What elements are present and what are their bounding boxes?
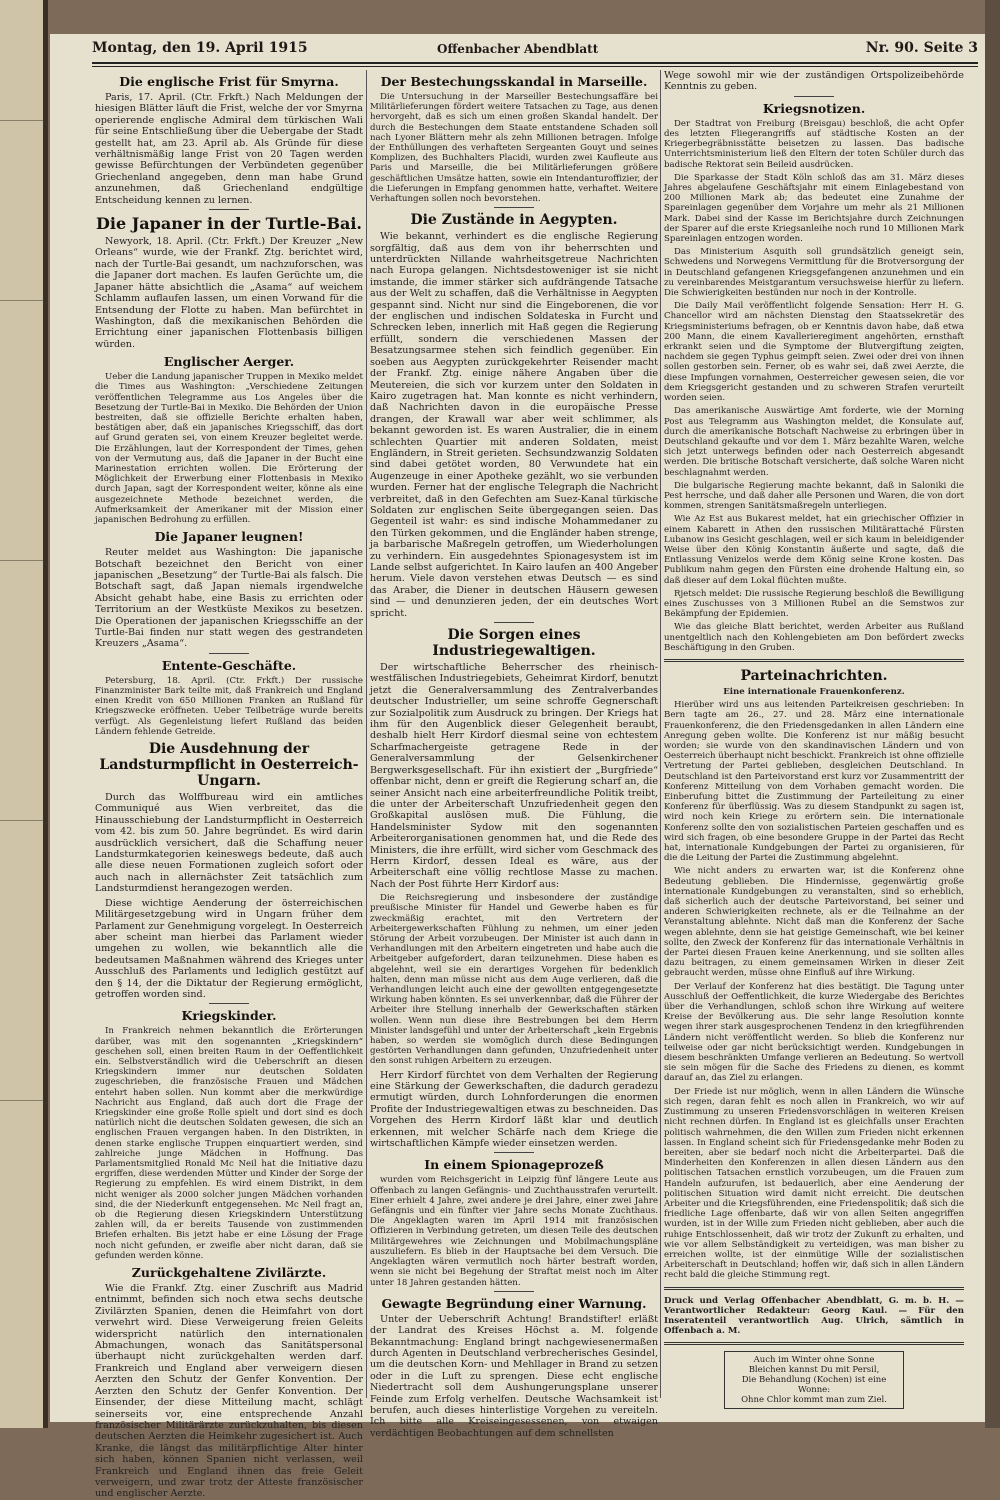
article-text: Die bulgarische Regierung machte bekannt, daß in Saloniki die Pest herrsche, und daß daher alle Personen und Waren, die von dort kommen, strengen Sanitätsmaßregeln unterliegen. — [664, 480, 964, 512]
article-title: In einem Spionageprozeß — [424, 1157, 604, 1173]
divider — [494, 1291, 534, 1292]
article-text: Petersburg, 18. April. (Ctr. Frkft.) Der russische Finanzminister Bark teilte mit, daß Frankreich und England einen Kredit von 650 Millionen Franken an Rußland für Kriegszwecke eröffneten. Ueber Teilbeträge wurde bereits verfügt. Als Gegenleistung liefert Rußland das beiden Ländern fehlende Getreide. — [95, 675, 363, 737]
page-header — [42, 40, 990, 60]
article-title: Die englische Frist für Smyrna. — [119, 74, 339, 89]
article-title: Zurückgehaltene Zivilärzte. — [131, 1265, 327, 1281]
header-rule — [92, 62, 978, 67]
article-text: Paris, 17. April. (Ctr. Frkft.) Nach Meldungen der hiesigen Blätter läuft die Frist, welche der vor Smyrna operierende englische Admiral dem türkischen Wali für seine Entschließung über die Uebergabe der Stadt gestellt hat, am 23. April ab. Als Gründe für diese verhältnismäßig lange Frist von 20 Tagen werden gewisse Befürchtungen der Verbündeten gegenüber Griechenland angegeben, denn man habe Grund anzunehmen, daß Griechenland endgültige Entscheidung kennen zu lernen. — [95, 92, 363, 206]
column-2 — [370, 70, 658, 1439]
article-title: Die Ausdehnung der Landsturmpflicht in Oesterreich-Ungarn. — [99, 741, 359, 790]
article-text: wurden vom Reichsgericht in Leipzig fünf längere Leute aus Offenbach zu langen Gefängnis- und Zuchthausstrafen verurteilt. Einer erhielt 4 Jahre, zwei andere je drei Jahre, einer zwei Jahre Gefängnis und ein fünfter vier Jahre sechs Monate Zuchthaus. Die Angeklagten waren im April 1914 mit französischen Offizieren in Verbindung getreten, um diesen Teile des deutschen Militärgewehres wie Zeichnungen und Mobilmachungspläne auszuliefern. Es blieb in der Hauptsache bei dem Versuch. Die Angeklagten wären vermutlich noch härter bestraft worden, wenn sie nicht bei Begehung der Straftat meist noch im Alter unter 18 Jahren gestanden hätten. — [370, 1175, 658, 1288]
article-title: Kriegsnotizen. — [762, 100, 866, 116]
article-text: Das amerikanische Auswärtige Amt forderte, wie der Morning Post aus Telegramm aus Washington meldet, die Konsulate auf, durch die amerikanische Botschaft Nachweise zu erbringen über in Deutschland gekaufte und vor dem 1. März bezahlte Waren, welche sich jetzt unterwegs befinden oder nach Oesterreich abgesandt werden. Die britische Botschaft versicherte, daß solche Waren nicht beschlagnahmt werden. — [664, 406, 964, 478]
article-text: In Frankreich nehmen bekanntlich die Erörterungen darüber, was mit den sogenannten „Kriegskindern“ geschehen soll, einen breiten Raum in der Oeffentlichkeit ein. Selbstverständlich wird die Ueberschrift an diesen Kriegskindern immer nur deutschen Soldaten zugeschrieben, die französische Frauen und Mädchen entehrt haben sollen. Nun kommt aber die merkwürdige Nachricht aus England, daß auch dort die Frage der Kriegskinder eine große Rolle spielt und dort sind es doch natürlich nicht die deutschen Soldaten gewesen, die sich an englischen Frauen vergangen haben. In den Distrikten, in denen starke englische Truppen einquartiert werden, sind zahlreiche junge Mädchen in Hoffnung. Das Parlamentsmitglied Ronald Mc Neil hat die Initiative dazu ergriffen, diese werdenden Mütter und Kinder der Sorge der Regierung zu empfehlen. Es wird einem Distrikt, in dem nicht weniger als 2000 solcher jungen Mädchen vorhanden sind, die der Niederkunft entgegensehen. Mc Neil fragt an, ob die Regierung diesen Kriegskindern Unterstützung zahlen will, da er bereits Tausende von zustimmenden Briefen erhalten. Bis jetzt habe er eine Lösung der Frage noch nicht gefunden, er zweifle aber nicht daran, daß sie gefunden werden könne. — [95, 1026, 363, 1261]
article-text: Diese wichtige Aenderung der österreichischen Militärgesetzgebung wird in Ungarn früher dem Parlament zur Genehmigung vorgelegt. In Oesterreich aber scheint man hierbei das Parlament wieder umgehen zu wollen, wie bekanntlich alle die bedeutsamen Maßnahmen während des Krieges unter Ausschluß des Parlaments und lediglich gestützt auf den § 14, der die Diktatur der Regierung ermöglicht, getroffen worden sind. — [95, 897, 363, 1000]
divider — [494, 1152, 534, 1153]
article-text: Der Verlauf der Konferenz hat dies bestätigt. Die Tagung unter Ausschluß der Oeffentlichkeit, die kurze Wiedergabe des Berichtes über die Verhandlungen, schloß schon ihre Wirkung auf weitere Kreise der Bevölkerung aus. Die sehr lange Resolution konnte wegen ihrer stark ausgesprochenen Tendenz in den kriegführenden Ländern nicht veröffentlicht werden. So blieb die Konferenz nur teilweise oder gar nicht berücksichtigt werden. Kundgebungen in diesem beschränkten Umfange verlieren an Bedeutung. So wertvoll sie sein mögen für die Sache des Friedens zu dienen, es kommt darauf an, das Ziel zu erlangen. — [664, 981, 964, 1084]
ad-line: Die Behandlung (Kochen) ist eine Wonne: — [741, 1375, 887, 1396]
article-text: Der wirtschaftliche Beherrscher des rheinisch-westfälischen Industriegebiets, Geheimrat Kirdorf, benutzt jetzt die Generalversammlung des Zentralverbandes deutscher Industrieller, um seine schroffe Gegnerschaft zur Sozialpolitik zum Ausdruck zu bringen. Der Kriegs hat ihm für den Augenblick dieser Gelegenheit beraubt, deshalb hielt Herr Kirdorf diesmal seine von echtestem Scharfmachergeiste getragene Rede in der Generalversammlung der Gelsenkirchener Bergwerksgesellschaft. Für ihn existiert der „Burgfriede“ offenbar nicht, denn er greift die Regierung scharf an, die seiner Ansicht nach eine arbeiterfreundliche Politik treibt, die unter der Arbeiterschaft Unzufriedenheit gegen den Großkapital auslösen muß. Die Fühlung, die Handelsminister Sydow mit den sogenannten Arbeiterorganisationen genommen hat, und die Rede des Ministers, die ihre erfüllt, wird sicher vom Geschmack des Herrn Kirdorf, dessen Ideal es wäre, aus der Arbeiterschaft eine völlig rechtlose Masse zu machen. Nach der Post führte Herr Kirdorf aus: — [370, 662, 658, 890]
header-date: Montag, den 19. April 1915 — [92, 40, 308, 56]
divider — [494, 207, 534, 208]
header-page-number: Nr. 90. Seite 3 — [865, 40, 978, 56]
article-title: Englischer Aerger. — [163, 354, 295, 370]
column-3 — [664, 70, 964, 1406]
article-text: Durch das Wolffbureau wird ein amtliches Communiqué aus Wien verbreitet, das die Hinausschiebung der Landsturmpflicht in Oesterreich vom 42. bis zum 50. Jahre begründet. Es wird darin ausdrücklich versichert, daß die Schaffung neuer Landsturmkategorien keineswegs bedeute, daß auch alle diese neuen Formationen zugleich sofort oder auch nach in allernächster Zeit tatsächlich zum Landsturmdienst herangezogen werden. — [95, 792, 363, 895]
article-title: Die Japaner in der Turtle-Bai. — [96, 214, 362, 234]
article-text: Wie das gleiche Blatt berichtet, werden Arbeiter aus Rußland unentgeltlich nach den Kohlengebieten am Don befördert zwecks Beschäftigung in den Gruben. — [664, 622, 964, 653]
article-text: Das Ministerium Asquith soll grundsätzlich geneigt sein, Schwedens und Norwegens Vermittlung für die Brotversorgung der in Deutschland gefangenen Kriegsgefangenen anzunehmen und ein zu vereinbarendes Meistgarantum versuchsweise hierfür zu liefern. Die Schwierigkeiten bestünden nur noch in der Kontrolle. — [664, 247, 964, 299]
divider — [209, 1003, 249, 1004]
article-text: Der Stadtrat von Freiburg (Breisgau) beschloß, die acht Opfer des letzten Fliegerangriffs auf städtische Kosten an der Kriegerbegräbnisstätte beisetzen zu lassen. Das badische Unterrichtsministerium ließ den Eltern der toten Schüler durch das badische Rektorat sein Beileid ausdrücken. — [664, 118, 964, 170]
ad-line: Bleichen kannst Du mit Persil, — [748, 1365, 880, 1376]
article-text: Wie nicht anders zu erwarten war, ist die Konferenz ohne Bedeutung geblieben. Die Hindernisse, gegenwärtig große internationale Kundgebungen zu veranstalten, sind so erheblich, daß sicherlich auch der deutsche Parteivorstand, bei seiner und anderen Schwierigkeiten rechnete, als er die Teilnahme an der Veranstaltung ablehnte. Nicht daß man die Konferenz der Sache wegen ablehnte, denn sie hat geistige Gemeinschaft, wie bei keiner sollte, den Zweck der Konferenz für das internationale Verhältnis in der Partei diesen Frauen keine Anerkennung, und sie sollten alles dazu beitragen, zu einem gemeinsamen Wirken in dieser Zeit gebraucht werden, müsse ohne Einfluß auf ihre Wirkung. — [664, 866, 964, 979]
article-text: Die Reichsregierung und insbesondere der zuständige preußische Minister für Handel und Gewerbe haben es für zweckmäßig erachtet, mit den Vertretern der Arbeitergewerkschaften Fühlung zu nehmen, um einer jeden Störung der Arbeit vorzubeugen. Der Minister ist auch dann in Verhandlungen mit den Arbeitern eingetreten und habe auch die Arbeitgeber aufgefordert, daran teilzunehmen. Diese haben es abgelehnt, weil sie ein derartiges Vorgehen für bedenklich halten, denn man müsse nicht aus dem Auge verlieren, daß die Verhandlungen leicht auch eine der gewollten entgegengesetzte Wirkung haben könnten. Es sei unverkennbar, daß die Führer der Arbeiter ihre Stellung innerhalb der Gewerkschaften stärken wollen. Wenn nun diese ihre Bestrebungen bei dem Herrn Minister landsgefühl und unter der Arbeiterschaft „kein Ergebnis haben, so werden sie womöglich durch diese Bedingungen gestörten Verhandlungen dann gefunden, Unzufriedenheit unter den sonst ruhigen Arbeitern zu erzeugen. — [370, 893, 658, 1067]
divider — [664, 1287, 964, 1290]
article-text: Hierüber wird uns aus leitenden Parteikreisen geschrieben: In Bern tagte am 26., 27. und 28. März eine internationale Frauenkonferenz, die den Friedensgedanken in allen Ländern eine Anregung geben wollte. Die Konferenz ist nur mäßig besucht worden; sie wurde von den skandinavischen Ländern und von Oesterreich überhaupt nicht beschickt. Frankreich ist ohne offizielle Vertretung der Partei geblieben, desgleichen Deutschland. In Deutschland ist den Parteivorstand erst kurz vor Zusammentritt der Konferenz Mitteilung von dem Vorhaben gemacht worden. Die Einberufung bittet die Zustimmung der Parteileitung zu einer Konferenz für überflüssig. Was zu diesem Standpunkt zu sagen ist, wird noch kein Kriege zu erörtern sein. Die internationale Konferenz sollte den von sozialistischen Parteien geschaffen und es wird sich fragen, ob eine besondere Gruppe in der Partei das Recht hat, internationale Kundgebungen der Partei zu organisieren, für die die Leitung der Partei die Zustimmung abgelehnt. — [664, 700, 964, 864]
article-title: Der Bestechungsskandal in Marseille. — [380, 74, 648, 89]
article-text: Newyork, 18. April. (Ctr. Frkft.) Der Kreuzer „New Orleans“ wurde, wie der Frankf. Ztg. berichtet wird, nach der Turtle-Bai gesandt, um nachzuforschen, was die Japaner dort machen. Es laufen Gerüchte um, die Japaner hätte absichtlich die „Asama“ auf weichem Schlamm auflaufen lassen, um einen Vorwand für die Entsendung der Flotte zu haben. Man befürchtet in Washington, daß die mexikanischen Behörden die Errichtung einer japanischen Flottenbasis billigen würden. — [95, 236, 363, 350]
article-text: Ueber die Landung japanischer Truppen in Mexiko meldet die Times aus Washington: „Verschiedene Zeitungen veröffentlichen Telegramme aus Los Angeles über die Besetzung der Turtle-Bai in Mexiko. Die Behörden der Union bestreiten, daß sie offizielle Berichte erhalten haben, bestätigen aber, daß ein japanisches Kriegsschiff, das dort auf Grund geraten sei, von einem Kreuzer begleitet werde. Die Erzählungen, laut der Korrespondent der Times, gehen von der Vermutung aus, daß die Japaner in der Bucht eine Marinestation errichten wollen. Die Erörterung der Möglichkeit der Erwerbung einer Flottenbasis in Mexiko durch Japan, sagt der Korrespondent weiter, könne als eine ausgezeichnete Methode bezeichnet werden, die Aufmerksamkeit der Amerikaner mit der Mission einer japanischen Bedrohung zu erfüllen. — [95, 372, 363, 525]
article-text: Die Untersuchung in der Marseiller Bestechungsaffäre bei Militärlieferungen fördert weitere Tatsachen zu Tage, aus denen hervorgeht, daß es sich um einen großen Skandal handelt. Der durch die Bestechungen dem Staate entstandene Schaden soll nach Lyoner Blättern mehr als zehn Millionen betragen. Infolge der Enthüllungen des verhafteten Sergeanten Gouyt und seines Komplizen, des Buchhalters Placidi, wurden zwei Kaufleute aus Paris und Marseille, die bei Militärlieferungen größere geschäftlichen Umsätze hatten, sowie ein Intendanturoffizier, der die Lieferungen in Empfang genommen hatte, verhaftet. Weitere Verhaftungen sollen noch bevorstehen. — [370, 92, 658, 205]
article-title: Kriegskinder. — [181, 1008, 277, 1024]
article-text: Der Friede ist nur möglich, wenn in allen Ländern die Wünsche sich regen, daran fehlt es noch allen in Frankreich, wo wir auf Zustimmung zu unseren Friedensvorschlägen in weiteren Kreisen nicht rechnen dürfen. In England ist es gleichfalls unser Erachten politisch wahrnehmen, die den Willen zum Frieden nicht erkennen lassen. In England scheint sich für Friedensgedanke mehr Boden zu bereiten, aber sie bedarf noch nicht die Arbeiterpartei. Daß die Minderheiten den Konferenzen in allen diesen Ländern aus den politischen Tatsachen ernstlich vorzubeugen, um die Frauen zum Handeln aufzurufen, ist bedauerlich, aber eine Aenderung der politischen Situation wird damit nicht erreicht. Die deutschen Arbeiter und die Kriegsführenden, eine Friedenspolitik; daß sich die friedliche Lage offenbarte, daß wir von allen Seiten angegriffen wurden, ist in der Wille zum Frieden nicht geblieben, aber auch die ruhige Entschlossenheit, daß wir trotz der Zukunft zu erhalten, und wie vor allem Selbständigkeit zu verteidigen, was man bisher zu erreichen wollte, ist der einmütige Wille der sozialistischen Arbeiterschaft in Deutschland; hoffen wir, daß sich in allen Ländern recht bald die gleiche Stimmung regt. — [664, 1086, 964, 1281]
article-title: Entente-Geschäfte. — [161, 657, 297, 673]
article-text: Unter der Ueberschrift Achtung! Brandstifter! erläßt der Landrat des Kreises Höchst a. M. folgende Bekanntmachung: England bringt nachgewiesenermaßen durch Agenten in Deutschland verbrecherisches Gesindel, um die deutschen Korn- und Mehllager in Brand zu setzen oder in die Luft zu sprengen. Diese echt englische Niedertracht soll dem Aushungerungsplane unserer Feinde zum Erfolg verhelfen. Deutsche Wachsamkeit ist berufen, auch dieses hinterlistige Vorgehen zu vereiteln. Ich bitte alle Kreiseingesessenen, von etwaigen verdächtigen Beobachtungen auf dem schnellsten — [370, 1313, 658, 1439]
divider — [664, 659, 964, 662]
ad-line: Ohne Chlor kommt man zum Ziel. — [741, 1395, 887, 1406]
binding-edge — [0, 0, 48, 1428]
article-title: Gewagte Begründung einer Warnung. — [381, 1295, 647, 1311]
divider — [209, 209, 249, 210]
imprint: Druck und Verlag Offenbacher Abendblatt, G. m. b. H. — Verantwortlicher Redakteur: Georg Kaul. — Für den Inseratenteil verantwortlich Aug. Ulrich, sämtlich in Offenbach a. M. — [664, 1295, 964, 1337]
article-title: Die Sorgen eines Industriegewaltigen. — [432, 627, 596, 660]
header-paper-title: Offenbacher Abendblatt — [437, 42, 599, 56]
article-text: Wie bekannt, verhindert es die englische Regierung sorgfältig, daß aus dem von ihr beherrschten und unterdrückten Nillande wahrheitsgetreue Nachrichten nach Europa gelangen. Nichtsdestoweniger ist sie nicht imstande, die immer stärker sich aufdrängende Tatsache aus der Welt zu schaffen, daß die Verhältnisse in Aegypten gespannt sind. Nicht nur sind die Eingeborenen, die vor der englischen und indischen Soldateska in Furcht und Schrecken leben, innerlich mit Haß gegen die Regierung erfüllt, sondern die verschiedenen Massen der Besatzungsarmee stehen sich feindlich gegenüber. Ein soeben aus Aegypten zurückgekehrter Reisender macht der Frankf. Ztg. einige nähere Angaben über die Meutereien, die sich vor kurzem unter den Soldaten in Kairo zugetragen hat. Man konnte es nicht verhindern, daß Nachrichten davon in die europäische Presse drangen, der Krawall war aber weit schlimmer, als bekannt geworden ist. Es waren Australier, die in einem schlechten Quartier mit anderen Soldaten, meist Engländern, in Streit gerieten. Sechsundzwanzig Soldaten sind dabei getötet worden, 80 Verwundete hat ein Augenzeuge in einer Apotheke gezählt, wo sie verbunden wurden. Ferner hat der englische Telegraph die Nachricht verbreitet, daß in den Gefechten am Suez-Kanal türkische Soldaten zur englischen Seite übergegangen seien. Das Gegenteil ist wahr: es sind indische Mohammedaner zu den Türken gekommen, und die Engländer haben strenge, ja barbarische Maßregeln getroffen, um Wiederholungen zu verhindern. Ein ausgedehntes Spionagesystem ist im Lande selbst aufgerichtet. In Kairo laufen an 400 Angeber herum. Viele davon verstehen etwas Deutsch — es sind das Araber, die Diener in deutschen Häusern gewesen sind — und denunzieren jeden, der ein deutsches Wort spricht. — [370, 231, 658, 619]
article-text: Wie Az Est aus Bukarest meldet, hat ein griechischer Offizier in einem Kabarett in Athen den russischen Militärattaché Fürsten Lubanow ins Gesicht geschlagen, weil er sich kaum in beleidigender Weise über den König Konstantin äußerte und sagte, daß die Entlassung Venizelos werde dem König seine Krone kosten. Das Publikum nahm gegen den Fürsten eine drohende Haltung ein, so daß dieser auf dem Lokal flüchten mußte. — [664, 514, 964, 586]
article-text: Herr Kirdorf fürchtet von dem Verhalten der Regierung eine Stärkung der Gewerkschaften, die dadurch geradezu ermutigt würden, durch Lohnforderungen die enormen Profite der Industriegewaltigen etwas zu beschneiden. Das Vorgehen des Herrn Kirdorf läßt klar und deutlich erkennen, mit welcher Schärfe nach dem Kriege die wirtschaftlichen Kämpfe wieder einsetzen werden. — [370, 1069, 658, 1150]
article-title: Die Japaner leugnen! — [154, 529, 304, 545]
article-title: Parteinachrichten. — [740, 667, 888, 684]
article-subtitle: Eine internationale Frauenkonferenz. — [723, 686, 905, 697]
article-text: Die Daily Mail veröffentlicht folgende Sensation: Herr H. G. Chancellor wird am nächsten Dienstag den Staatssekretär des Kriegsministeriums befragen, ob er Kenntnis davon habe, daß etwa 200 Mann, die einem Kavallerieregiment angehörten, ernsthaft erkrankt seien und die Symptome der Blutvergiftung zeigten, nachdem sie gegen Typhus geimpft seien. Zwei oder drei von ihnen sollen gestorben sein. Ferner, ob es wahr sei, daß zwei Aerzte, die diese Impfungen vornahmen, Oesterreicher gewesen seien, die vor dem Kriegsgericht gestanden und zu schweren Strafen verurteilt worden seien. — [664, 301, 964, 404]
ad-line: Auch im Winter ohne Sonne — [753, 1355, 875, 1366]
right-edge — [985, 0, 1000, 1428]
divider — [794, 96, 834, 97]
column-1 — [95, 70, 363, 1500]
article-text: Wege sowohl mir wie der zuständigen Ortspolizeibehörde Kenntnis zu geben. — [664, 70, 964, 93]
divider — [664, 1342, 964, 1345]
article-title: Die Zustände in Aegypten. — [410, 212, 618, 229]
divider — [494, 622, 534, 623]
column-separator — [366, 70, 367, 1398]
divider — [209, 653, 249, 654]
column-separator — [660, 70, 661, 1398]
article-text: Die Sparkasse der Stadt Köln schloß das am 31. März dieses Jahres abgelaufene Geschäftsjahr mit einem Einlagebestand von 200 Millionen Mark ab; das bedeutet eine Zunahme der Spareinlagen gegenüber dem Vorjahre um mehr als 21 Millionen Mark. Dabei sind der Kasse im Berichtsjahre durch Zeichnungen der Sparer auf die erste Kriegsanleihe noch rund 10 Millionen Mark Spareinlagen entzogen worden. — [664, 172, 964, 245]
advertisement-box — [724, 1351, 904, 1409]
article-text: Rjetsch meldet: Die russische Regierung beschloß die Bewilligung eines Zuschusses von 3 Millionen Rubel an die Semstwos zur Bekämpfung der Epidemien. — [664, 588, 964, 620]
article-text: Wie die Frankf. Ztg. einer Zuschrift aus Madrid entnimmt, befinden sich noch etwa sechs deutsche Zivilärzten Spanien, denen die Heimfahrt von dort verwehrt wird. Diese Verweigerung freien Geleits widerspricht natürlich den internationalen Abmachungen, wonach das Sanitätspersonal überhaupt nicht zurückgehalten werden darf. Frankreich und England aber verweigern diesen Aerzten den Schutz der Genfer Konvention. Der Aerzten den Schutz der Genfer Konvention. Der Einsender, der diese Mitteilung macht, schlägt seinerseits vor, eine entsprechende Anzahl französischer Militärärzte zurückzuhalten, bis diesen deutschen Aerzten die Heimkehr zugesichert ist. Auch Kranke, die längst das militärpflichtige Alter hinter sich haben, können Spanien nicht verlassen, weil Frankreich und England ihnen das freie Geleit verweigern, und zwar trotz der Atteste französischer und englischer Aerzte. — [95, 1283, 363, 1500]
article-text: Reuter meldet aus Washington: Die japanische Botschaft bezeichnet den Bericht von einer japanischen „Besetzung“ der Turtle-Bai als falsch. Die Botschaft sagt, daß Japan niemals irgendwelche Absicht gehabt habe, eine Basis zu errichten oder Territorium an der Westküste Mexikos zu besetzen. Die Operationen der japanischen Kriegsschiffe an der Turtle-Bai finden nur statt wegen des gestrandeten Kreuzers „Asama“. — [95, 547, 363, 650]
